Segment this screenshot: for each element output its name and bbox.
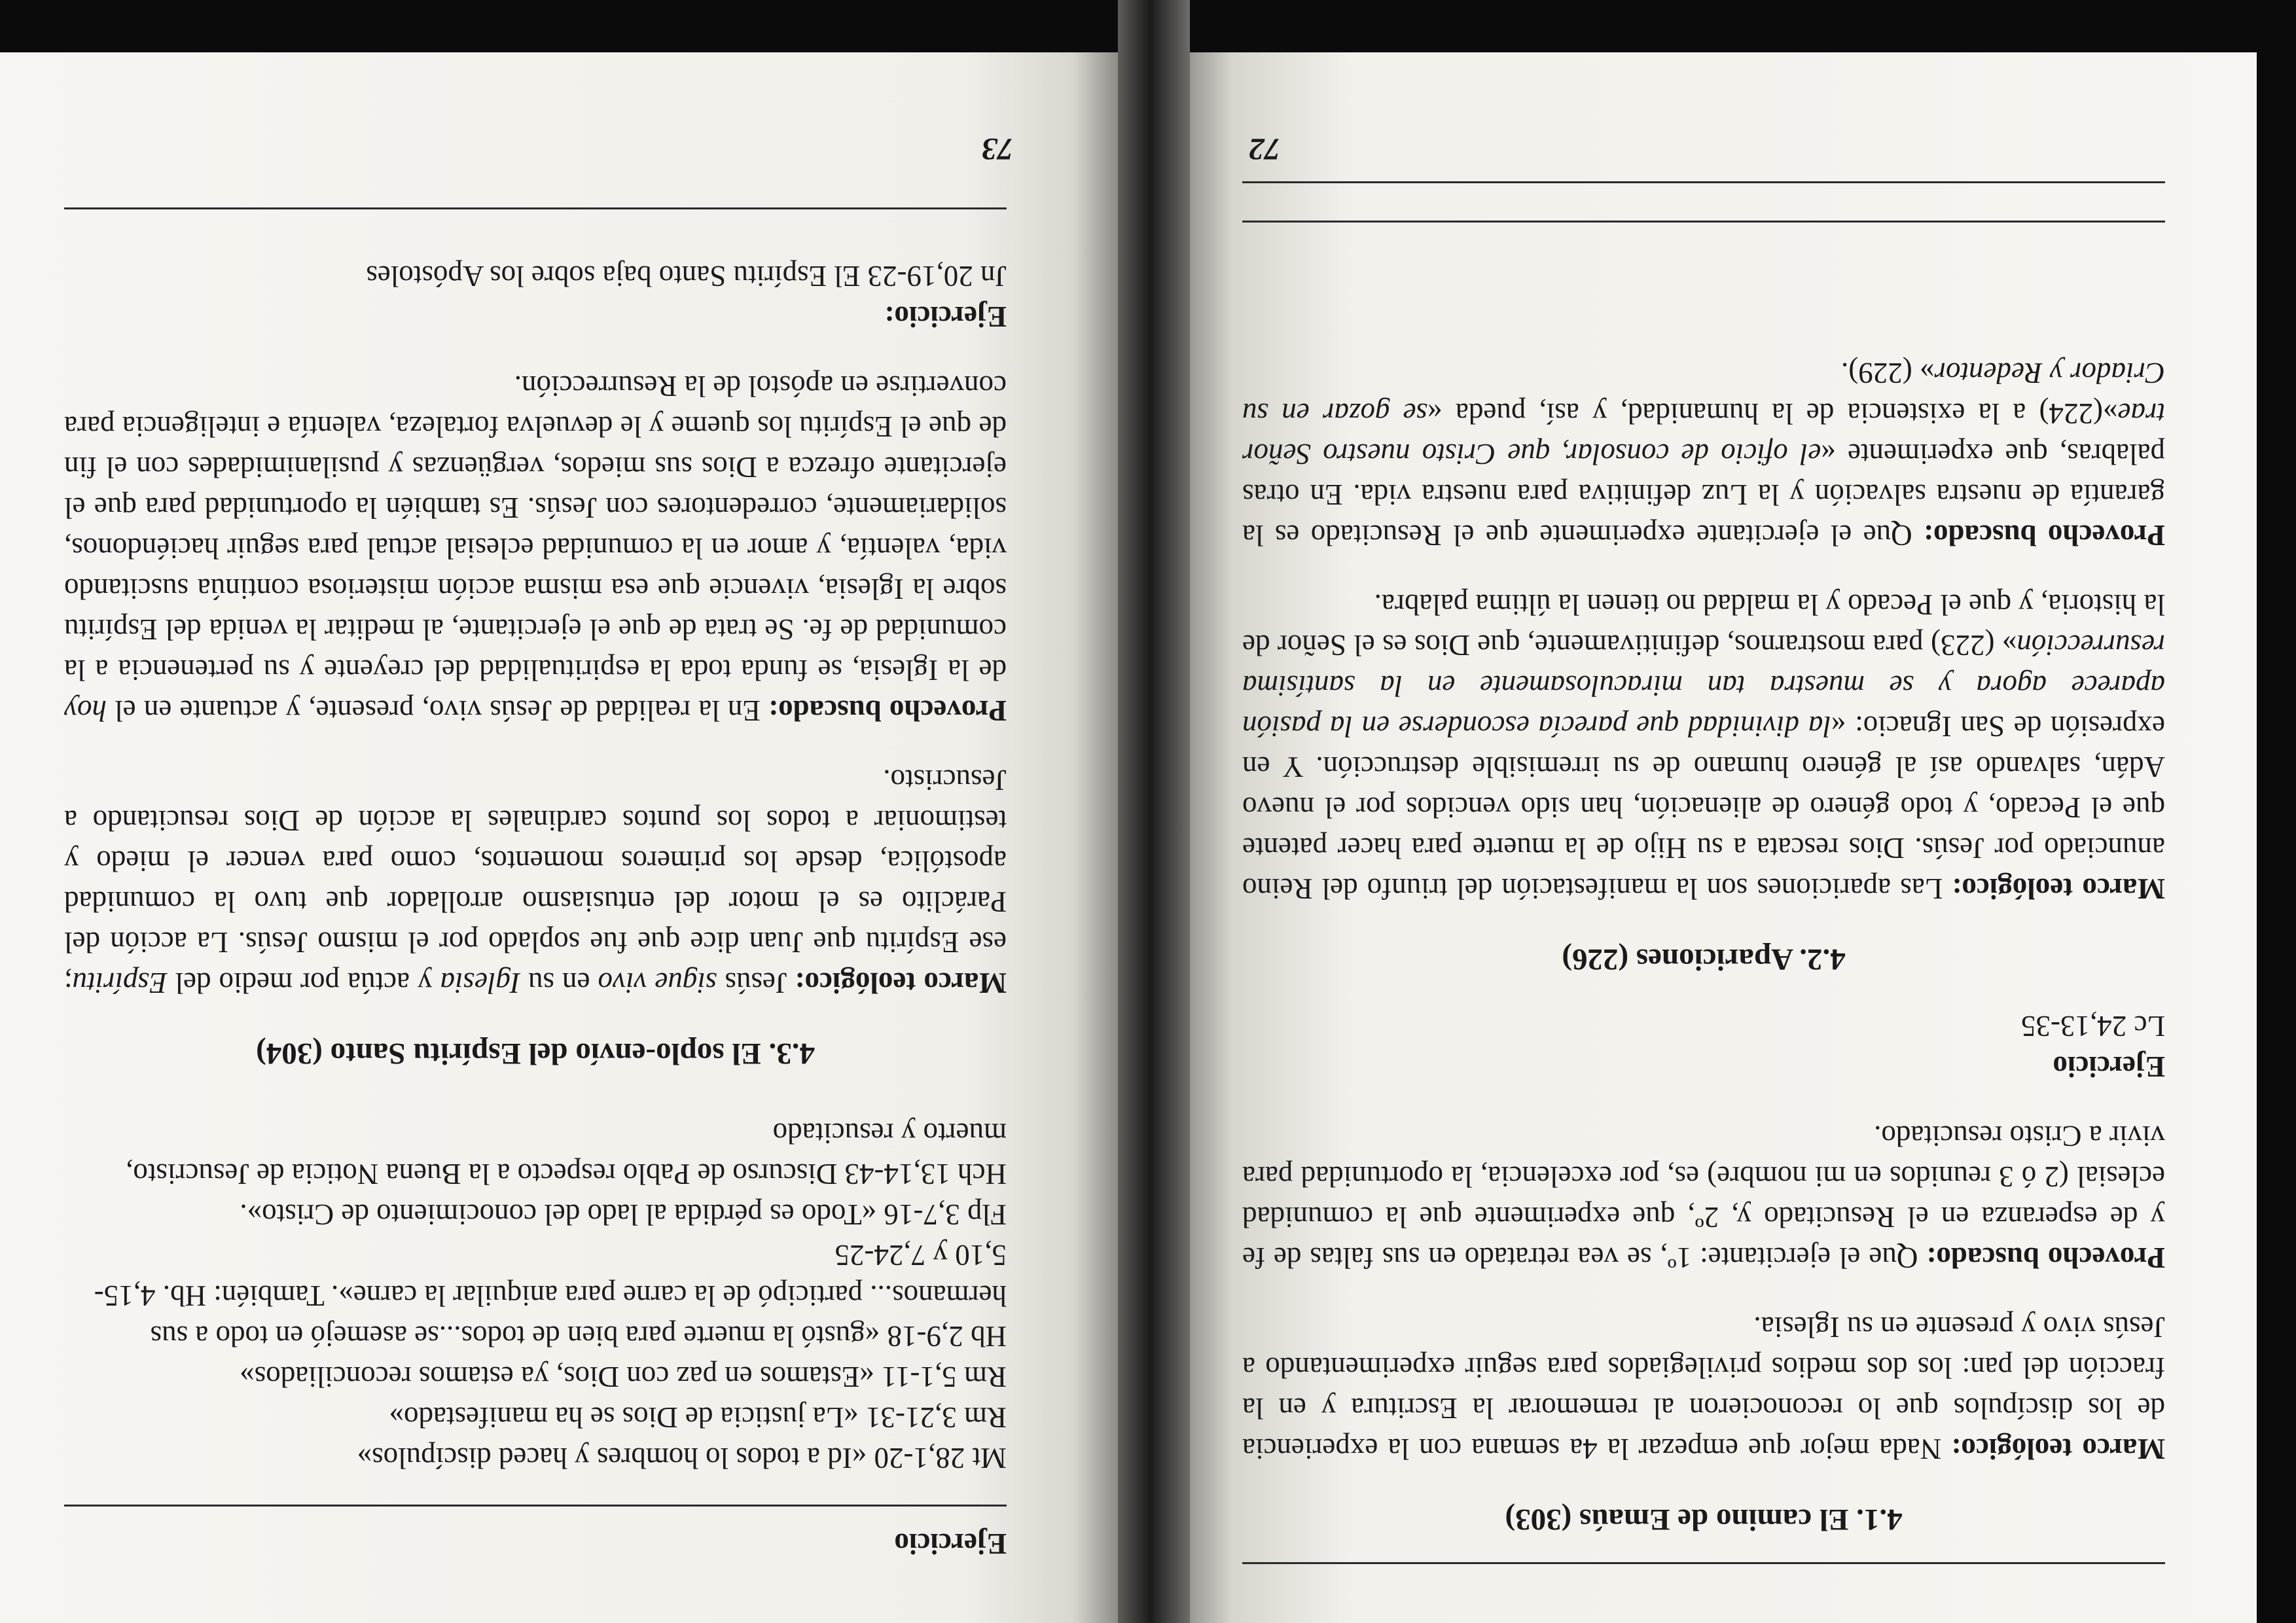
ejercicio-reference: Jn 20,19-23 El Espíritu Santo baja sobre los Apóstoles — [366, 260, 1007, 293]
page-73-content — [64, 256, 1007, 1564]
page-72-content — [1242, 324, 2165, 1564]
provecho-buscado-text: » (229). — [1841, 357, 1935, 389]
provecho-buscado-quote: se gozar en su Criador y Redentor — [1242, 357, 2165, 430]
marco-teologico-text: Jesús — [717, 967, 795, 999]
provecho-buscado-text: En la realidad de Jesús vivo, presente, y actuante en el — [106, 694, 769, 727]
marco-teologico-text: en su — [520, 967, 598, 999]
section-rule — [1242, 1562, 2165, 1564]
ejercicio-reference: Lc 24,13-35 — [2021, 1010, 2165, 1043]
marco-teologico-text: » (223) para mostrarnos, definitivamente, que Dios es el Señor de la historia, y que el Pecado y la maldad no tienen la última palabra. — [1242, 588, 2165, 662]
marco-teologico-emphasis: Iglesia — [440, 967, 520, 999]
scripture-reference: Hb 2,9-18 «gustó la muerte para bien de todos...se asemejó en todo a sus hermanos... participó de la carne para aniquilar la carne». También: Hb. 4,15-5,10 y 7,24-25 — [94, 1239, 1007, 1353]
provecho-buscado-text: Que el ejercitante experimente que el Resucitado es la garantía de nuestra salvación y la Luz definitiva para nuestra vida. En otras palabras, que experimente « — [1242, 438, 2165, 552]
scripture-reference: Hch 13,14-43 Discurso de Pablo respecto a la Buena Noticia de Jesucristo, muerto y resucitado — [126, 1117, 1007, 1190]
scripture-reference-list — [64, 1113, 1007, 1478]
marco-teologico-paragraph — [1242, 584, 2165, 909]
provecho-buscado-label: Provecho buscado: — [1926, 1241, 2165, 1274]
footer-rule — [64, 207, 1007, 209]
section-title-4-2: 4.2. Apariciones (226) — [1562, 942, 1846, 976]
marco-teologico-text: y actúa por medio del — [167, 967, 440, 999]
page-72 — [1190, 52, 2257, 1623]
section-title-4-3: 4.3. El soplo-envío del Espíritu Santo (304) — [256, 1037, 815, 1071]
scripture-reference: Mt 28,1-20 «Id a todos lo hombres y haced discípulos» — [357, 1442, 1007, 1474]
marco-teologico-label: Marco teológico: — [1952, 872, 2165, 905]
marco-teologico-label: Marco teológico: — [795, 967, 1007, 999]
section-title-4-1: 4.1. El camino de Emaús (303) — [1505, 1503, 1903, 1537]
marco-teologico-text: Nada mejor que empezar la 4a semana con la experiencia de los discípulos que lo reconocieron al rememorar la Escritura y en la fracción del pan: los dos medios privilegiados para seguir experimentando a Jesús vivo y presente en su Iglesia. — [1242, 1311, 2165, 1465]
provecho-buscado-label: Provecho buscado: — [1923, 519, 2165, 552]
marco-teologico-text: ; ese Espíritu que Juan dice que fue soplado por el mismo Jesús. La acción del Paráclito es el motor del entusiasmo arrollador que tuvo la comunidad apostólica, desde los primeros momentos, como para vencer el miedo y testimoniar a todos los puntos cardinales la acción de Dios resucitando a Jesucristo. — [64, 764, 1007, 999]
marco-teologico-emphasis: sigue vivo — [598, 967, 717, 999]
scripture-reference: Flp 3,7-16 «Todo es pérdida al lado del conocimiento de Cristo». — [240, 1198, 1007, 1231]
marco-teologico-quote: la divinidad que parecía esconderse en la pasión aparece agora y se muestra tan miraculosamente en la santísima resurrección — [1242, 629, 2165, 743]
footer-rule — [1242, 181, 2165, 183]
provecho-buscado-paragraph — [1242, 1116, 2165, 1278]
provecho-buscado-text: Que el ejercitante: 1º, se vea retratado en sus faltas de fe y de esperanza en el Resucitado y, 2º, que experimente que la comunidad eclesial (2 ó 3 reunidos en mi nombre) es, por excelencia, la oportunidad para vivir a Cristo resucitado. — [1242, 1120, 2165, 1274]
provecho-buscado-paragraph — [1242, 353, 2165, 556]
provecho-buscado-text: de la Iglesia, se funda toda la espiritualidad del creyente y su pertenencia a la comunidad de fe. Se trata de que el ejercitante, al meditar la venida del Espíritu sobre la Iglesia, vivencie que esa misma acción misteriosa continúa suscitando vida, valentía, y amor en la comunidad eclesial actual para seguir haciéndonos, solidariamente, corredentores con Jesús. Es también la oportunidad para que el ejercitante ofrezca a Dios sus miedos, vergüenzas y pusilanimidades con el fin de que el Espíritu los queme y le devuelva fortaleza, valentía e inteligencia para convertirse en apóstol de la Resurrección. — [64, 370, 1007, 687]
ejercicio-heading: Ejercicio: — [884, 300, 1007, 333]
ejercicio-heading: Ejercicio — [2053, 1050, 2165, 1083]
provecho-buscado-quote: el oficio de consolar, que Cristo nuestro Señor trae — [1242, 397, 2165, 471]
page-number: 73 — [982, 132, 1013, 166]
page-73 — [0, 52, 1118, 1623]
provecho-buscado-text: »(224) a la existencia de la humanidad, y así, pueda « — [1427, 397, 2118, 430]
marco-teologico-paragraph — [1242, 1307, 2165, 1469]
book-gutter — [1118, 0, 1190, 1623]
scripture-reference: Rm 3,21-31 «La justicia de Dios se ha manifestado» — [389, 1401, 1007, 1434]
marco-teologico-text: Las apariciones son la manifestación del triunfo del Reino anunciado por Jesús. Dios rescata a su Hijo de la muerte para hacer patente que el Pecado, y todo género de alienación, han sido vencidos por el nuevo Adán, salvando así al género humano de su irremisible destrucción. Y en expresión de San Ignacio: « — [1242, 710, 2165, 905]
section-rule — [64, 1505, 1007, 1507]
footer-rule — [1242, 221, 2165, 223]
marco-teologico-label: Marco teológico: — [1951, 1433, 2165, 1465]
provecho-buscado-label: Provecho buscado: — [768, 694, 1007, 727]
provecho-buscado-emphasis: hoy — [64, 694, 107, 727]
page-number: 72 — [1249, 132, 1280, 166]
provecho-buscado-paragraph — [64, 366, 1007, 731]
marco-teologico-emphasis: Espíritu — [72, 967, 168, 999]
ejercicio-heading: Ejercicio — [894, 1527, 1007, 1560]
marco-teologico-paragraph — [64, 760, 1007, 1003]
scripture-reference: Rm 5,1-11 «Estamos en paz con Dios, ya estamos reconciliados» — [240, 1361, 1007, 1393]
